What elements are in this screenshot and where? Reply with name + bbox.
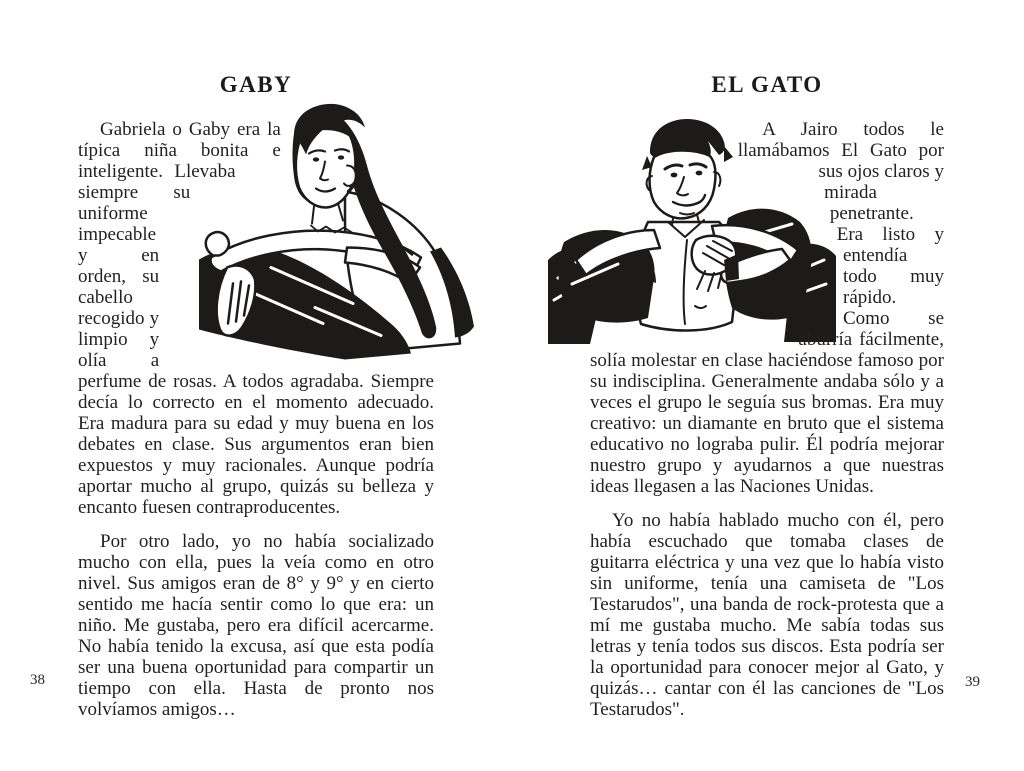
page-number-left: 38 (30, 672, 45, 688)
paragraph (78, 119, 434, 518)
right-page-text (590, 119, 944, 720)
page-title-el-gato: EL GATO (711, 72, 823, 97)
paragraph: Por otro lado, yo no había socializado mucho con ella, pues la veía como en otro nivel. Sus amigos eran de 8° y 9° y en cierto sentido me hacía sentir como lo que era: un niño. Me gustaba, pero era difícil acercarme. No había tenido la excusa, así que esta podía ser una buena oportunidad para compartir un tiempo con ella. Hasta de pronto nos volvíamos amigos… (78, 531, 434, 720)
paragraph (590, 119, 944, 497)
paragraph-text: A Jairo todos le llamábamos El Gato por sus ojos claros y mirada penetrante. Era listo y entendía todo muy rápido. Como se aburría fácilmente, solía molestar en clase haciéndose famoso por su indisciplina. Generalmente andaba sólo y a veces el grupo le seguía sus bromas. Era muy creativo: un diamante en bruto que el sistema educativo no lograba pulir. Él podría mejorar nuestro grupo y ayudarnos a que nuestras ideas llegasen a las Naciones Unidas. (590, 119, 944, 497)
left-page-text (78, 119, 434, 720)
paragraph: Yo no había hablado mucho con él, pero había escuchado que tomaba clases de guitarra eléctrica y una vez que lo había visto sin uniforme, tenía una camiseta de "Los Testarudos", una banda de rock-protesta que a mí me gustaba mucho. Me sabía todas sus letras y tenía todos sus discos. Esta podría ser la oportunidad para conocer mejor al Gato, y quizás… cantar con él las canciones de "Los Testarudos". (590, 510, 944, 720)
paragraph-text: Gabriela o Gaby era la típica niña bonita e inteligente. Llevaba siempre su uniforme impecable y en orden, su cabello recogido y limpio y olía a perfume de rosas. A todos agradaba. Siempre decía lo correcto en el momento adecuado. Era madura para su edad y muy buena en los debates en clase. Sus argumentos eran bien expuestos y muy racionales. Aunque podría aportar mucho al grupo, quizás su belleza y encanto fuesen contraproducentes. (78, 119, 434, 518)
page-number-right: 39 (965, 674, 980, 690)
page-title-gaby: GABY (219, 72, 293, 97)
